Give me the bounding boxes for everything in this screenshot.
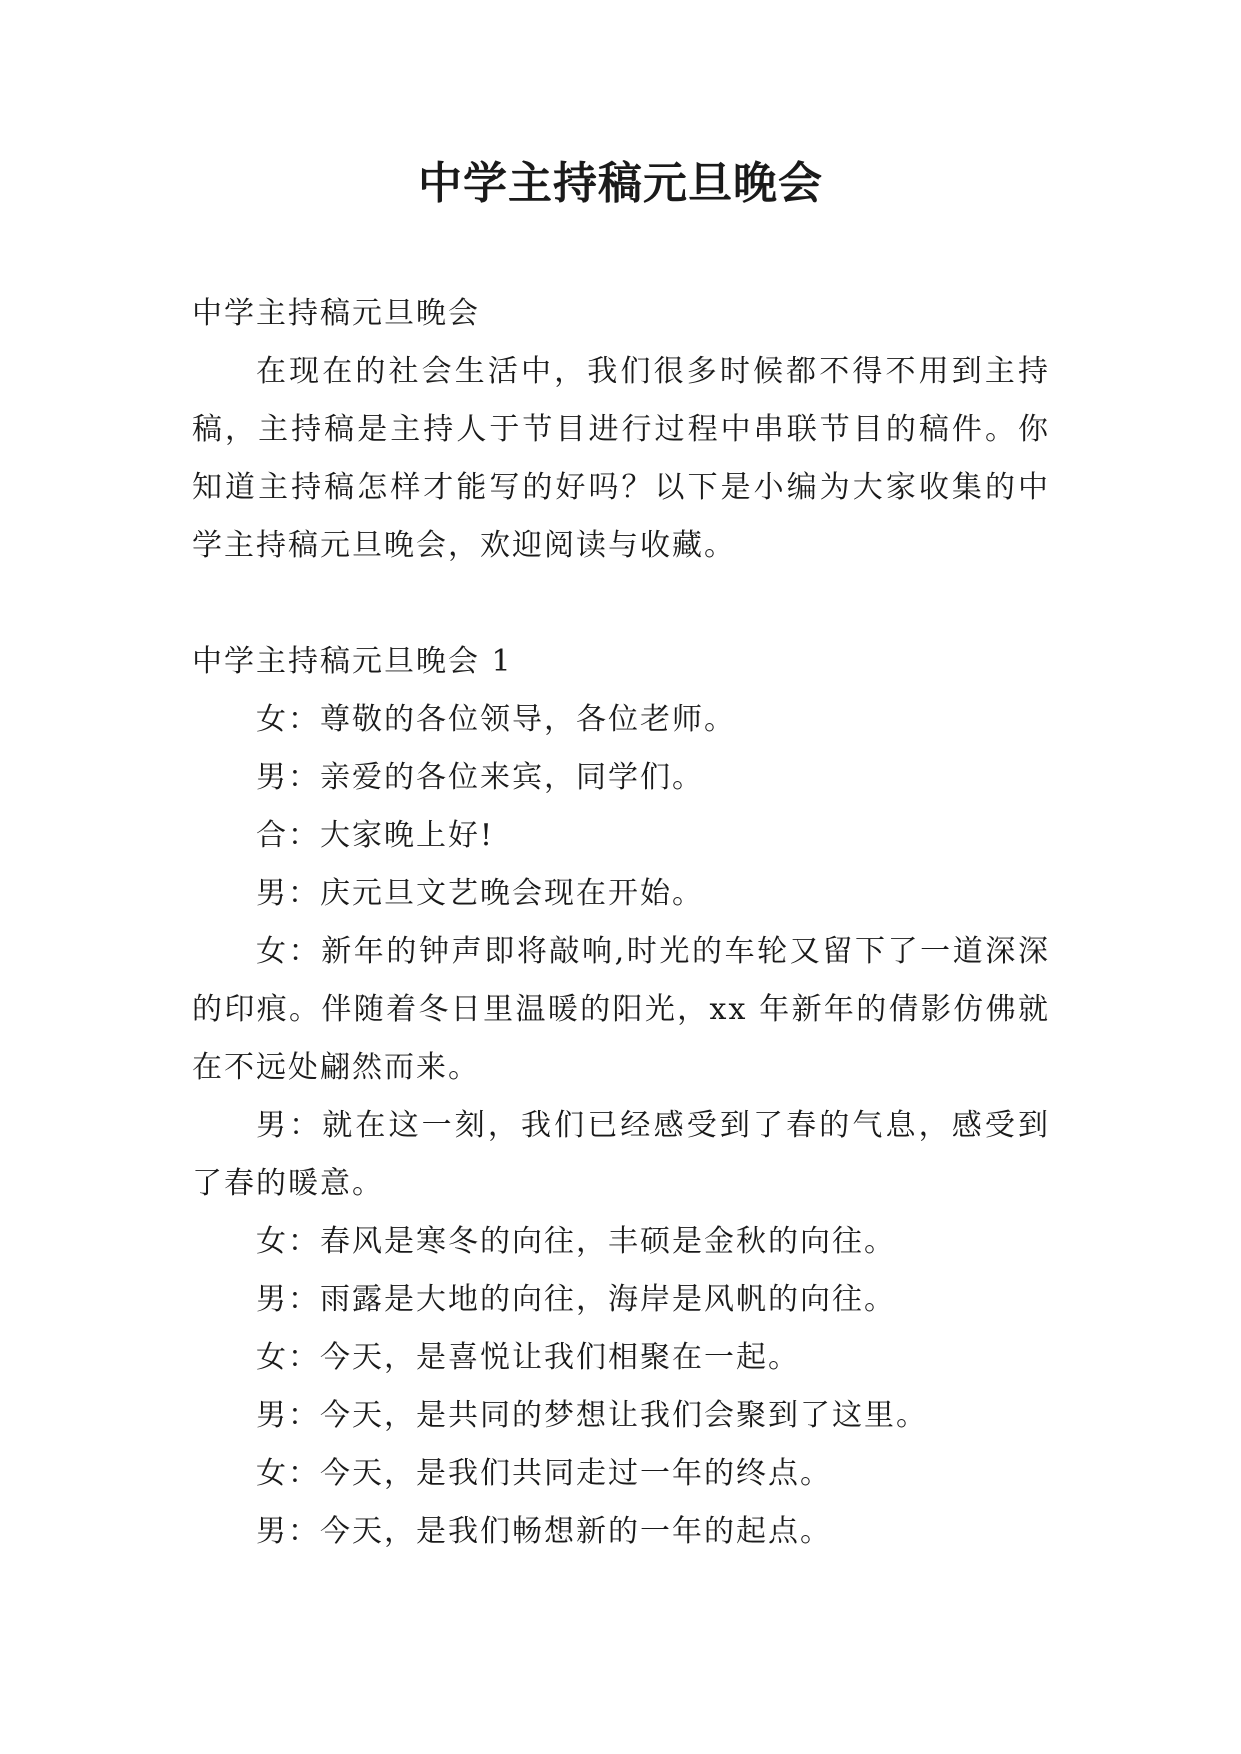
dialogue-line: 合：大家晚上好! xyxy=(256,818,495,853)
dialogue-line: 女：春风是寒冬的向往，丰硕是金秋的向往。 xyxy=(256,1224,896,1259)
dialogue-line: 女：新年的钟声即将敲响,时光的车轮又留下了一道深深的印痕。伴随着冬日里温暖的阳光，xx 年新年的倩影仿佛就在不远处翩然而来。 xyxy=(192,934,1050,1085)
dialogue-line: 女：尊敬的各位领导，各位老师。 xyxy=(256,702,736,737)
dialogue-line: 男：庆元旦文艺晚会现在开始。 xyxy=(256,876,704,911)
dialogue-line: 男：雨露是大地的向往，海岸是风帆的向往。 xyxy=(256,1282,896,1317)
paragraph-spacer xyxy=(192,575,1050,633)
document-title: 中学主持稿元旦晚会 xyxy=(418,158,823,209)
section-heading-1: 中学主持稿元旦晚会 1 xyxy=(192,644,513,679)
dialogue-line: 女：今天，是喜悦让我们相聚在一起。 xyxy=(256,1340,800,1375)
dialogue-line: 女：今天，是我们共同走过一年的终点。 xyxy=(256,1456,832,1491)
section-heading-main: 中学主持稿元旦晚会 xyxy=(192,296,480,331)
dialogue-line: 男：就在这一刻，我们已经感受到了春的气息，感受到了春的暖意。 xyxy=(192,1108,1050,1201)
intro-paragraph: 在现在的社会生活中，我们很多时候都不得不用到主持稿，主持稿是主持人于节目进行过程中串联节目的稿件。你知道主持稿怎样才能写的好吗？以下是小编为大家收集的中学主持稿元旦晚会，欢迎阅读与收藏。 xyxy=(192,354,1050,563)
dialogue-line: 男：今天，是我们畅想新的一年的起点。 xyxy=(256,1514,832,1549)
dialogue-line: 男：亲爱的各位来宾，同学们。 xyxy=(256,760,704,795)
document-body xyxy=(192,285,1050,1561)
dialogue-line: 男：今天，是共同的梦想让我们会聚到了这里。 xyxy=(256,1398,928,1433)
